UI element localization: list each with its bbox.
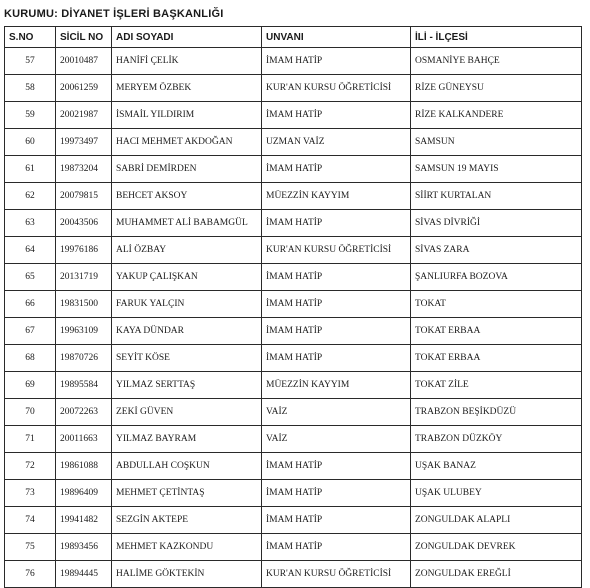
cell-title: İMAM HATİP <box>262 534 411 561</box>
cell-sicil: 20010487 <box>56 48 112 75</box>
cell-sno: 57 <box>5 48 56 75</box>
cell-sno: 60 <box>5 129 56 156</box>
cell-sno: 73 <box>5 480 56 507</box>
cell-sicil: 20079815 <box>56 183 112 210</box>
cell-sicil: 19861088 <box>56 453 112 480</box>
cell-sno: 64 <box>5 237 56 264</box>
cell-sno: 71 <box>5 426 56 453</box>
cell-sicil: 19894445 <box>56 561 112 588</box>
cell-sno: 66 <box>5 291 56 318</box>
cell-title: KUR'AN KURSU ÖĞRETİCİSİ <box>262 561 411 588</box>
cell-name: SEYİT KÖSE <box>112 345 262 372</box>
table-row <box>5 210 582 237</box>
table-row <box>5 48 582 75</box>
cell-name: YAKUP ÇALIŞKAN <box>112 264 262 291</box>
cell-sno: 59 <box>5 102 56 129</box>
table-row <box>5 507 582 534</box>
cell-location: TOKAT ZİLE <box>411 372 582 399</box>
cell-name: ZEKİ GÜVEN <box>112 399 262 426</box>
table-row <box>5 480 582 507</box>
table-row <box>5 75 582 102</box>
cell-name: HANİFİ ÇELİK <box>112 48 262 75</box>
cell-name: ALİ ÖZBAY <box>112 237 262 264</box>
cell-title: İMAM HATİP <box>262 156 411 183</box>
cell-name: YILMAZ BAYRAM <box>112 426 262 453</box>
cell-sicil: 20061259 <box>56 75 112 102</box>
cell-title: İMAM HATİP <box>262 345 411 372</box>
cell-location: ZONGULDAK EREĞLİ <box>411 561 582 588</box>
cell-title: MÜEZZİN KAYYIM <box>262 183 411 210</box>
cell-location: ZONGULDAK ALAPLI <box>411 507 582 534</box>
cell-location: SAMSUN 19 MAYIS <box>411 156 582 183</box>
cell-name: SEZGİN AKTEPE <box>112 507 262 534</box>
cell-name: HALİME GÖKTEKİN <box>112 561 262 588</box>
cell-title: İMAM HATİP <box>262 291 411 318</box>
column-header-sno: S.NO <box>5 27 56 48</box>
cell-sno: 62 <box>5 183 56 210</box>
column-header-sicil: SİCİL NO <box>56 27 112 48</box>
table-row <box>5 426 582 453</box>
cell-location: RİZE KALKANDERE <box>411 102 582 129</box>
cell-name: YILMAZ SERTTAŞ <box>112 372 262 399</box>
cell-sicil: 19976186 <box>56 237 112 264</box>
cell-sno: 69 <box>5 372 56 399</box>
cell-name: SABRİ DEMİRDEN <box>112 156 262 183</box>
cell-title: İMAM HATİP <box>262 264 411 291</box>
cell-title: KUR'AN KURSU ÖĞRETİCİSİ <box>262 237 411 264</box>
table-row <box>5 237 582 264</box>
cell-location: TOKAT <box>411 291 582 318</box>
cell-sicil: 20131719 <box>56 264 112 291</box>
cell-title: VAİZ <box>262 426 411 453</box>
cell-location: ŞANLIURFA BOZOVA <box>411 264 582 291</box>
table-header-row <box>5 27 582 48</box>
cell-sicil: 20043506 <box>56 210 112 237</box>
cell-name: MEHMET ÇETİNTAŞ <box>112 480 262 507</box>
cell-title: MÜEZZİN KAYYIM <box>262 372 411 399</box>
institution-title: KURUMU: DİYANET İŞLERİ BAŞKANLIĞI <box>4 8 224 20</box>
cell-title: UZMAN VAİZ <box>262 129 411 156</box>
cell-title: İMAM HATİP <box>262 453 411 480</box>
cell-sicil: 20021987 <box>56 102 112 129</box>
cell-location: TRABZON BEŞİKDÜZÜ <box>411 399 582 426</box>
cell-sno: 61 <box>5 156 56 183</box>
cell-sicil: 19963109 <box>56 318 112 345</box>
cell-sno: 70 <box>5 399 56 426</box>
cell-location: SİVAS DİVRİĞİ <box>411 210 582 237</box>
table-row <box>5 129 582 156</box>
cell-name: FARUK YALÇIN <box>112 291 262 318</box>
table-row <box>5 102 582 129</box>
cell-title: İMAM HATİP <box>262 210 411 237</box>
cell-sno: 65 <box>5 264 56 291</box>
cell-name: MUHAMMET ALİ BABAMGÜL <box>112 210 262 237</box>
cell-location: RİZE GÜNEYSU <box>411 75 582 102</box>
column-header-ili: İLİ - İLÇESİ <box>411 27 582 48</box>
cell-sno: 63 <box>5 210 56 237</box>
cell-name: BEHCET AKSOY <box>112 183 262 210</box>
cell-location: SİİRT KURTALAN <box>411 183 582 210</box>
column-header-unvan: UNVANI <box>262 27 411 48</box>
cell-location: UŞAK BANAZ <box>411 453 582 480</box>
cell-location: TOKAT ERBAA <box>411 345 582 372</box>
cell-sno: 72 <box>5 453 56 480</box>
cell-title: VAİZ <box>262 399 411 426</box>
cell-title: İMAM HATİP <box>262 507 411 534</box>
cell-location: TRABZON DÜZKÖY <box>411 426 582 453</box>
cell-location: OSMANİYE BAHÇE <box>411 48 582 75</box>
table-row <box>5 291 582 318</box>
cell-location: SİVAS ZARA <box>411 237 582 264</box>
cell-sicil: 19896409 <box>56 480 112 507</box>
cell-sicil: 19893456 <box>56 534 112 561</box>
cell-location: SAMSUN <box>411 129 582 156</box>
table-row <box>5 453 582 480</box>
cell-sicil: 19895584 <box>56 372 112 399</box>
cell-sno: 58 <box>5 75 56 102</box>
cell-title: İMAM HATİP <box>262 48 411 75</box>
table-row <box>5 372 582 399</box>
table-row <box>5 561 582 588</box>
cell-sno: 75 <box>5 534 56 561</box>
personnel-table <box>4 26 582 588</box>
cell-name: KAYA DÜNDAR <box>112 318 262 345</box>
cell-location: TOKAT ERBAA <box>411 318 582 345</box>
cell-name: MEHMET KAZKONDU <box>112 534 262 561</box>
table-row <box>5 264 582 291</box>
cell-sicil: 19870726 <box>56 345 112 372</box>
cell-title: İMAM HATİP <box>262 318 411 345</box>
cell-sno: 74 <box>5 507 56 534</box>
table-body <box>5 48 582 588</box>
cell-name: ABDULLAH COŞKUN <box>112 453 262 480</box>
table-row <box>5 345 582 372</box>
cell-location: ZONGULDAK DEVREK <box>411 534 582 561</box>
cell-title: İMAM HATİP <box>262 102 411 129</box>
cell-name: MERYEM ÖZBEK <box>112 75 262 102</box>
cell-title: İMAM HATİP <box>262 480 411 507</box>
table-row <box>5 399 582 426</box>
column-header-adi: ADI SOYADI <box>112 27 262 48</box>
cell-location: UŞAK ULUBEY <box>411 480 582 507</box>
table-row <box>5 318 582 345</box>
cell-sno: 67 <box>5 318 56 345</box>
cell-sicil: 20072263 <box>56 399 112 426</box>
cell-sicil: 20011663 <box>56 426 112 453</box>
table-row <box>5 156 582 183</box>
table-row <box>5 183 582 210</box>
cell-sno: 68 <box>5 345 56 372</box>
cell-sno: 76 <box>5 561 56 588</box>
table-row <box>5 534 582 561</box>
cell-name: İSMAİL YILDIRIM <box>112 102 262 129</box>
cell-title: KUR'AN KURSU ÖĞRETİCİSİ <box>262 75 411 102</box>
cell-name: HACI MEHMET AKDOĞAN <box>112 129 262 156</box>
cell-sicil: 19941482 <box>56 507 112 534</box>
cell-sicil: 19973497 <box>56 129 112 156</box>
cell-sicil: 19873204 <box>56 156 112 183</box>
cell-sicil: 19831500 <box>56 291 112 318</box>
